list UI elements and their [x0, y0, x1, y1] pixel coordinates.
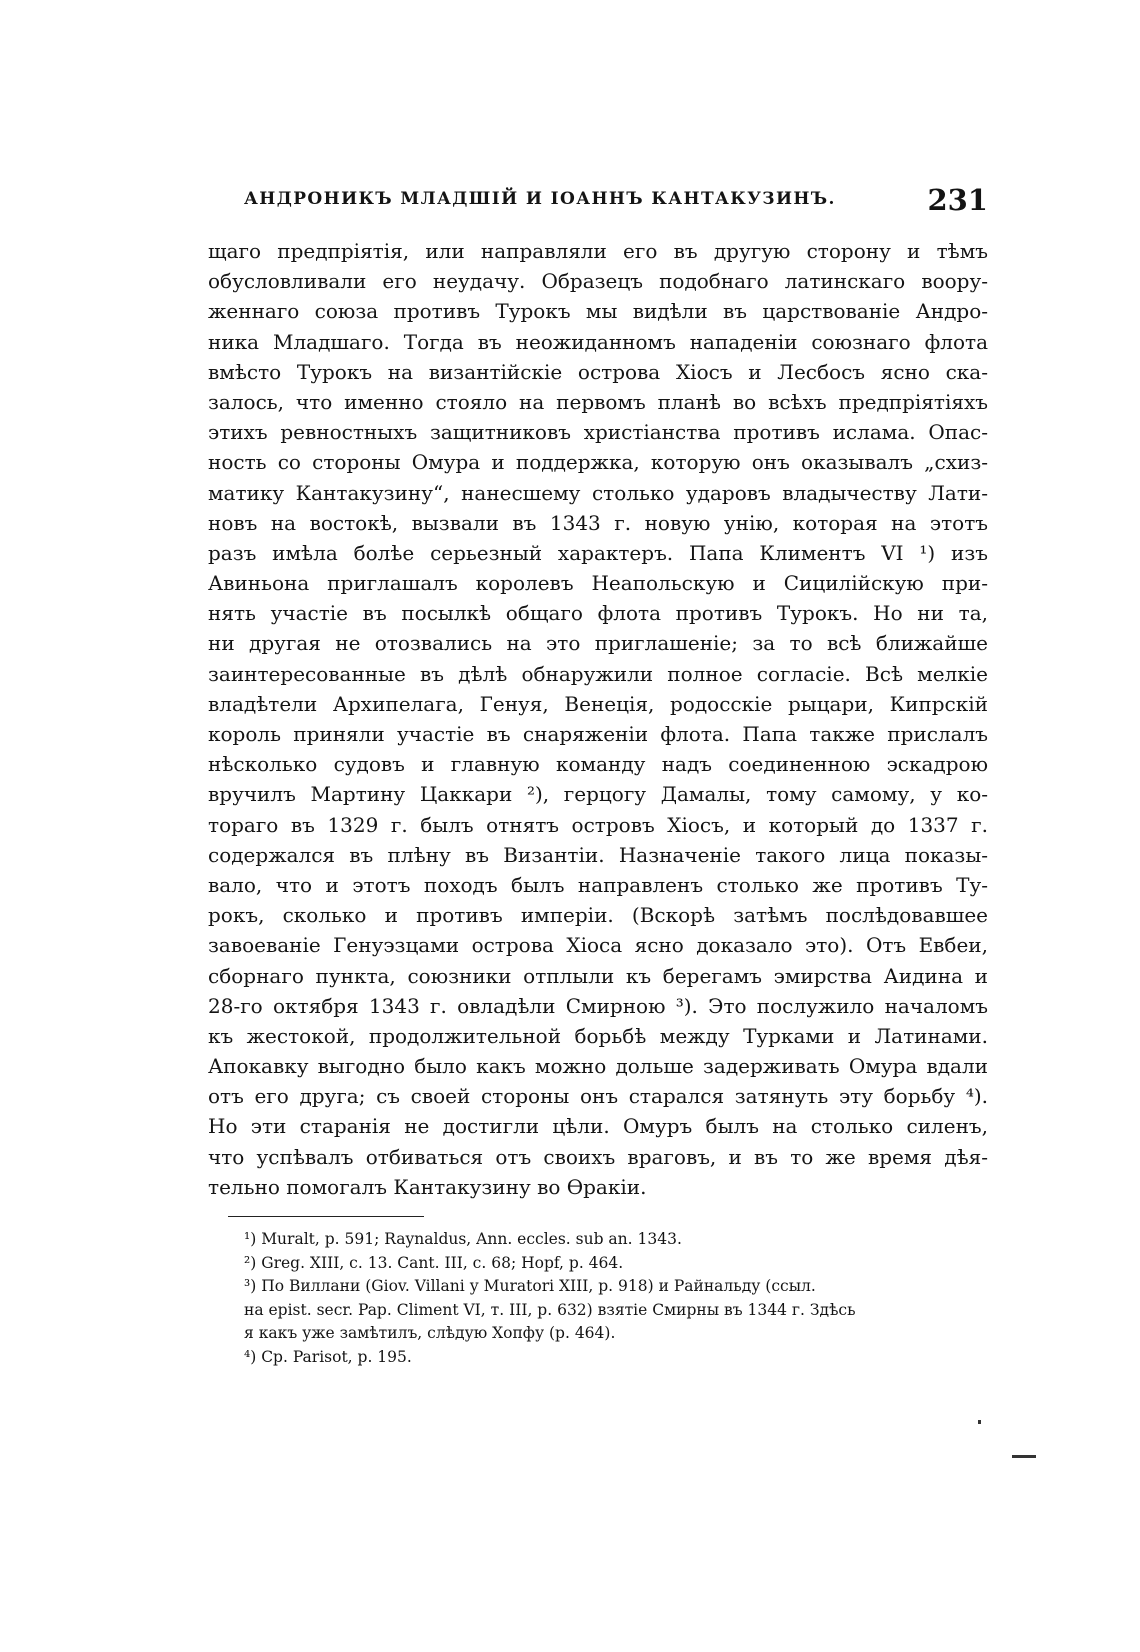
text-line: Апокавку выгодно было какъ можно дольше задерживать Омура вдали [208, 1054, 988, 1079]
page-header [244, 183, 988, 223]
text-line: нять участіе въ посылкѣ общаго флота противъ Турокъ. Но ни та, [208, 601, 988, 626]
text-line: Но эти старанія не достигли цѣли. Омуръ былъ на столько силенъ, [208, 1114, 988, 1139]
text-line: рокъ, сколько и противъ имперіи. (Вскорѣ затѣмъ послѣдовавшее [208, 903, 988, 928]
footnote-3-continuation: на epist. secr. Pap. Climent VI, т. III, p. 632) взятіе Смирны въ 1344 г. Здѣсь [244, 1300, 856, 1319]
text-line: Авиньона приглашалъ королевъ Неапольскую и Сицилійскую при- [208, 571, 988, 596]
text-line: новъ на востокѣ, вызвали въ 1343 г. новую унію, которая на этотъ [208, 510, 988, 535]
text-line: заинтересованные въ дѣлѣ обнаружили полное согласіе. Всѣ мелкіе [208, 661, 988, 686]
running-title: АНДРОНИКЪ МЛАДШІЙ И ІОАННЪ КАНТАКУЗИНЪ. [244, 189, 836, 209]
text-line: разъ имѣла болѣе серьезный характеръ. Папа Климентъ VI ¹) изъ [208, 540, 988, 565]
text-line: владѣтели Архипелага, Генуя, Венеція, родосскіе рыцари, Кипрскій [208, 691, 988, 716]
text-line: обусловливали его неудачу. Образецъ подобнаго латинскаго воору- [208, 269, 988, 294]
text-line: этихъ ревностныхъ защитниковъ христіанства противъ ислама. Опас- [208, 420, 988, 445]
text-line: ни другая не отозвались на это приглашеніе; за то всѣ ближайше [208, 631, 988, 656]
footnote-4: ⁴) Ср. Parisot, p. 195. [244, 1347, 412, 1366]
scan-dot-mark [978, 1420, 981, 1424]
footnote-1: ¹) Muralt, p. 591; Raynaldus, Ann. eccles. sub an. 1343. [244, 1230, 682, 1248]
footnote-3-continuation: я какъ уже замѣтилъ, слѣдую Хопфу (p. 464). [244, 1324, 616, 1342]
text-line: 28-го октября 1343 г. овладѣли Смирною ³). Это послужило началомъ [208, 993, 988, 1018]
text-line: матику Кантакузину“, нанесшему столько ударовъ владычеству Лати- [208, 480, 988, 505]
text-line: отъ его друга; съ своей стороны онъ старался затянуть эту борьбу ⁴). [208, 1084, 988, 1109]
text-line: вмѣсто Турокъ на византійскіе острова Хіосъ и Лесбосъ ясно ска- [208, 359, 988, 384]
text-line: что успѣвалъ отбиваться отъ своихъ враговъ, и въ то же время дѣя- [208, 1144, 988, 1169]
main-text [208, 236, 988, 1202]
footnotes [244, 1228, 988, 1369]
footnote-divider [228, 1216, 424, 1217]
footnote-2: ²) Greg. XIII, c. 13. Cant. III, c. 68; Hopf, p. 464. [244, 1253, 624, 1272]
footnote-3: ³) По Виллани (Giov. Villani у Muratori XIII, p. 918) и Райнальду (ссыл. [244, 1277, 816, 1295]
scan-dash-mark [1012, 1455, 1036, 1458]
text-line: щаго предпріятія, или направляли его въ другую сторону и тѣмъ [208, 239, 988, 263]
text-line: ность со стороны Омура и поддержка, которую онъ оказывалъ „схиз- [208, 450, 988, 475]
text-line: вало, что и этотъ походъ былъ направленъ столько же противъ Ту- [208, 872, 988, 897]
text-line: нѣсколько судовъ и главную команду надъ соединенною эскадрою [208, 752, 988, 777]
text-line: женнаго союза противъ Турокъ мы видѣли въ царствованіе Андро- [208, 299, 988, 324]
text-line: ника Младшаго. Тогда въ неожиданномъ нападеніи союзнаго флота [208, 329, 988, 354]
text-line: тораго въ 1329 г. былъ отнятъ островъ Хіосъ, и который до 1337 г. [208, 812, 988, 837]
text-line: завоеваніе Генуэзцами острова Хіоса ясно доказало это). Отъ Евбеи, [208, 933, 988, 958]
page-number: 231 [927, 183, 988, 217]
text-line: вручилъ Мартину Цаккари ²), герцогу Дамалы, тому самому, у ко- [208, 782, 988, 807]
text-line: содержался въ плѣну въ Византіи. Назначеніе такого лица показы- [208, 842, 988, 867]
text-line: залось, что именно стояло на первомъ планѣ во всѣхъ предпріятіяхъ [208, 389, 988, 414]
text-line: къ жестокой, продолжительной борьбѣ между Турками и Латинами. [208, 1023, 988, 1048]
text-line: король приняли участіе въ снаряженіи флота. Папа также прислалъ [208, 722, 988, 746]
text-line: тельно помогалъ Кантакузину во Ѳракіи. [208, 1174, 647, 1199]
text-line: сборнаго пункта, союзники отплыли къ берегамъ эмирства Аидина и [208, 963, 988, 988]
